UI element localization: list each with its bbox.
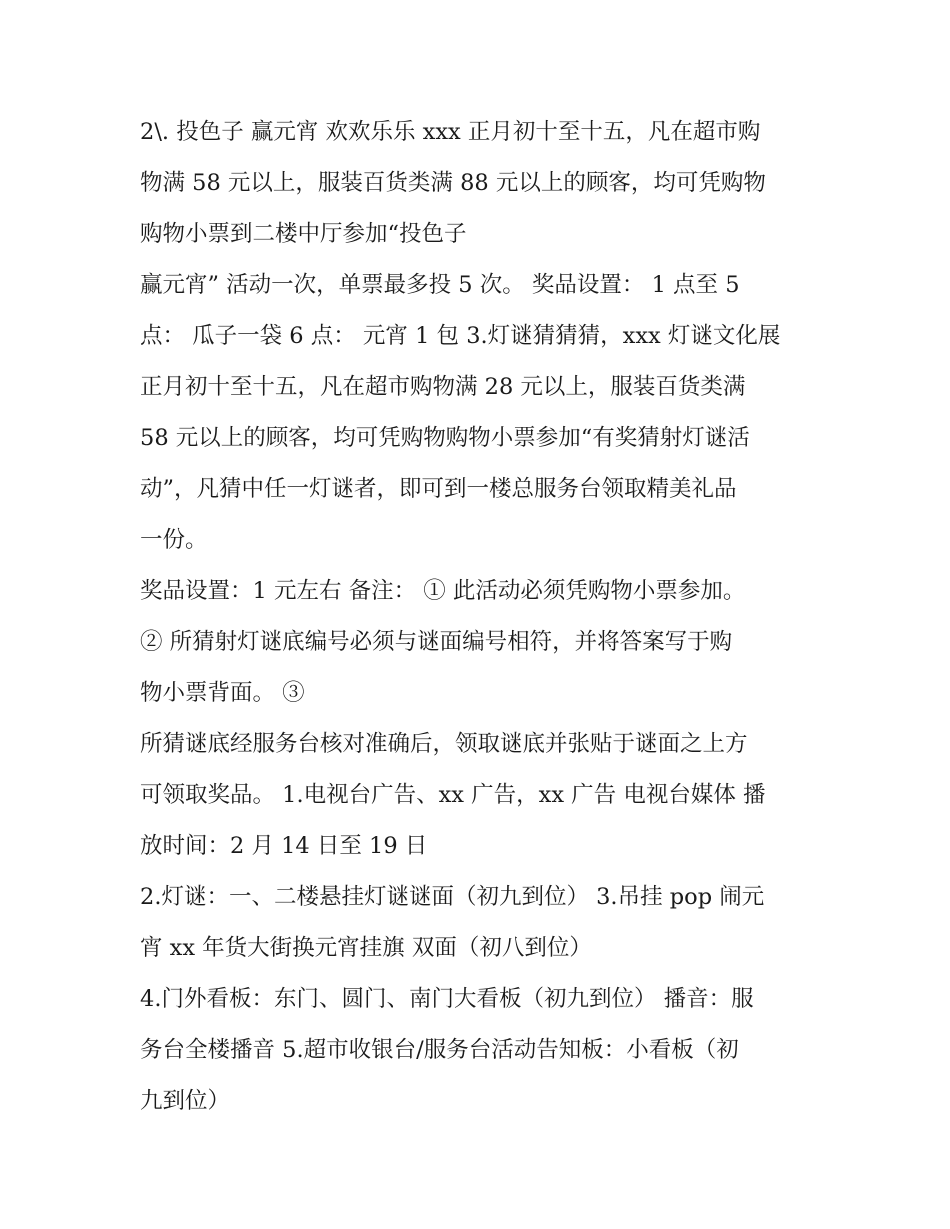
- text-line-11: ② 所猜射灯谜底编号必须与谜面编号相符，并将答案写于购: [140, 629, 733, 655]
- text-line-17: 宵 xx 年货大街换元宵挂旗 双面（初八到位）: [140, 935, 592, 961]
- text-line-18: 4.门外看板：东门、圆门、南门大看板（初九到位） 播音：服: [140, 986, 754, 1012]
- text-line-20: 九到位）: [140, 1088, 231, 1114]
- text-line-9: 一份。: [140, 527, 208, 553]
- text-line-5: 点： 瓜子一袋 6 点： 元宵 1 包 3.灯谜猜猜猜，xxx 灯谜文化展: [140, 323, 781, 349]
- text-line-6: 正月初十至十五，凡在超市购物满 28 元以上，服装百货类满: [140, 374, 746, 400]
- text-line-7: 58 元以上的顾客，均可凭购物购物小票参加“有奖猜射灯谜活: [140, 425, 750, 451]
- text-line-12: 物小票背面。 ③: [140, 680, 305, 706]
- document-body: [140, 107, 820, 1127]
- text-line-15: 放时间：2 月 14 日至 19 日: [140, 833, 428, 859]
- text-line-13: 所猜谜底经服务台核对准确后，领取谜底并张贴于谜面之上方: [140, 731, 748, 757]
- text-line-2: 物满 58 元以上，服装百货类满 88 元以上的顾客，均可凭购物: [140, 170, 766, 196]
- text-line-16: 2.灯谜：一、二楼悬挂灯谜谜面（初九到位） 3.吊挂 pop 闹元: [140, 884, 765, 910]
- text-line-4: 赢元宵” 活动一次，单票最多投 5 次。 奖品设置： 1 点至 5: [140, 272, 740, 298]
- text-line-3: 购物小票到二楼中厅参加“投色子: [140, 221, 467, 247]
- text-line-19: 务台全楼播音 5.超市收银台/服务台活动告知板：小看板（初: [140, 1037, 739, 1063]
- text-line-10: 奖品设置：1 元左右 备注： ① 此活动必须凭购物小票参加。: [140, 578, 746, 604]
- text-line-14: 可领取奖品。 1.电视台广告、xx 广告，xx 广告 电视台媒体 播: [140, 782, 766, 808]
- text-line-1: 2\. 投色子 赢元宵 欢欢乐乐 xxx 正月初十至十五，凡在超市购: [140, 119, 761, 145]
- text-line-8: 动”，凡猜中任一灯谜者，即可到一楼总服务台领取精美礼品: [140, 476, 737, 502]
